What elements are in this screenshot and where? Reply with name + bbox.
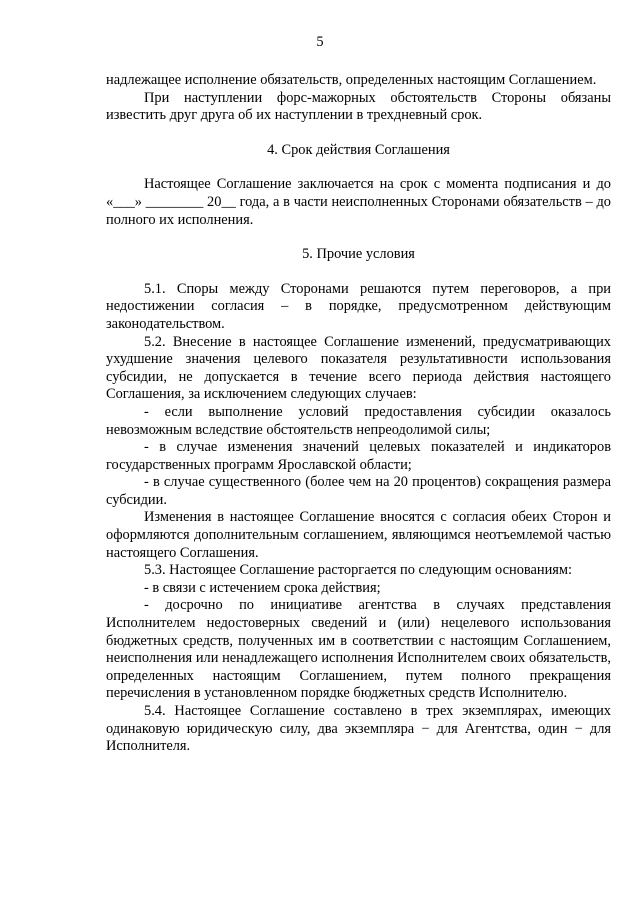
clause-5-2-item-reduction: - в случае существенного (более чем на 20 процентов) сокращения размера субсидии.: [106, 474, 611, 508]
clause-5-3-item-expiry: - в связи с истечением срока действия;: [144, 579, 381, 596]
document-body: [106, 72, 611, 756]
page-number: 5: [316, 34, 324, 50]
clause-5-2: 5.2. Внесение в настоящее Соглашение изменений, предусматривающих ухудшение значения целевого показателя результативности использования субсидии, не допускается в течение всего периода действия настоящего Соглашения, за исключением следующих случаев:: [106, 333, 611, 403]
clause-5-3: 5.3. Настоящее Соглашение расторгается по следующим основаниям:: [144, 562, 573, 579]
clause-5-3-item-early: - досрочно по инициативе агентства в случаях представления Исполнителем недостоверных сведений и (или) нецелевого использования бюджетных средств, полученных им в соответствии с настоящим Соглашением, неисполнения или ненадлежащего исполнения Исполнителем своих обязательств, определенных настоящим Соглашением, путем полного прекращения перечисления в установленном порядке бюджетных средств Исполнителю.: [106, 597, 611, 702]
clause-5-2-amendments: Изменения в настоящее Соглашение вносятся с согласия обеих Сторон и оформляются дополнительным соглашением, являющимся неотъемлемой частью настоящего Соглашения.: [106, 509, 611, 561]
paragraph-force-majeure: При наступлении форс-мажорных обстоятельств Стороны обязаны известить друг друга об их наступлении в трехдневный срок.: [106, 89, 611, 124]
section-4-heading: 4. Срок действия Соглашения: [267, 141, 450, 158]
section-5-heading: 5. Прочие условия: [302, 246, 415, 263]
clause-5-4: 5.4. Настоящее Соглашение составлено в трех экземплярах, имеющих одинаковую юридическую силу, два экземпляра − для Агентства, один − для Исполнителя.: [106, 703, 611, 755]
clause-5-2-item-force: - если выполнение условий предоставления субсидии оказалось невозможным вследствие обстоятельств непреодолимой силы;: [106, 403, 611, 438]
section-4-text: Настоящее Соглашение заключается на срок с момента подписания и до «___» ________ 20__ года, а в части неисполненных Сторонами обязательств – до полного их исполнения.: [106, 176, 611, 228]
paragraph-continuation: надлежащее исполнение обязательств, определенных настоящим Соглашением.: [106, 72, 597, 88]
clause-5-2-item-indicators: - в случае изменения значений целевых показателей и индикаторов государственных программ Ярославской области;: [106, 439, 611, 473]
clause-5-1: 5.1. Споры между Сторонами решаются путем переговоров, а при недостижении согласия – в порядке, предусмотренном действующим законодательством.: [106, 280, 611, 332]
